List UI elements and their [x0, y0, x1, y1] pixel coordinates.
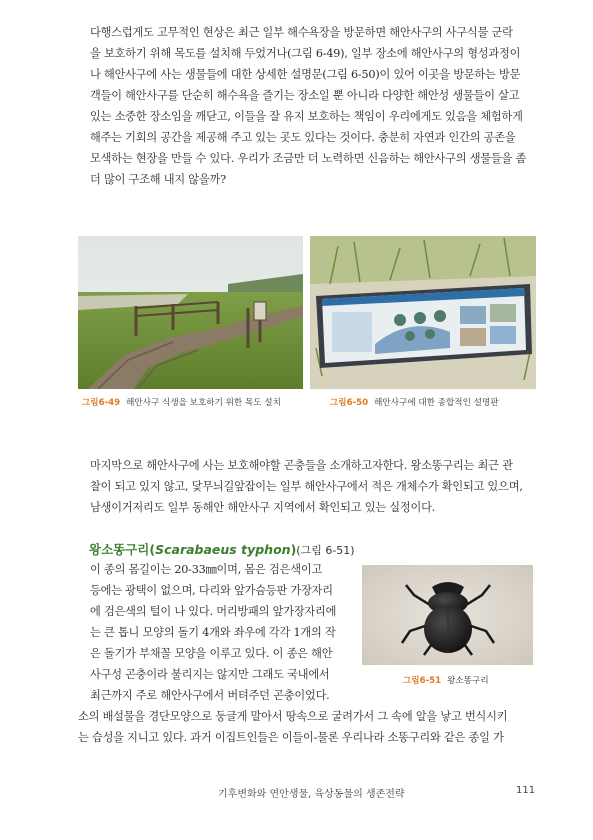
caption-text: 왕소똥구리 [447, 676, 489, 686]
text-line: 최근까지 주로 해안사구에서 버텨주던 곤충이었다. [90, 689, 330, 702]
figure-6-51-caption [403, 674, 489, 686]
figure-number: 그림6-49 [82, 398, 121, 408]
boardwalk-photo [78, 236, 303, 389]
species-name: 왕소똥구리( [89, 542, 156, 557]
figure-number: 그림6-50 [330, 398, 369, 408]
text-line: 모색하는 현장을 만들 수 있다. 우리가 조금만 더 노력하면 신음하는 해안사구의 생물들을 좀 [90, 152, 527, 165]
text-line: 는 큰 톱니 모양의 돌기 4개와 좌우에 각각 1개의 작 [90, 626, 336, 639]
boardwalk-illustration [78, 236, 303, 389]
text-line: 이 종의 몸길이는 20-33㎜이며, 몸은 검은색이고 [90, 563, 323, 576]
text-line: 을 보호하기 위해 목도를 설치해 두었거나(그림 6-49), 일부 장소에 해안사구의 형성과정이 [90, 47, 521, 60]
info-board-illustration [310, 236, 536, 389]
section-heading [89, 540, 355, 558]
text-line: 다행스럽게도 고무적인 현상은 최근 일부 해수욕장을 방문하면 해안사구의 사구식물 군락 [90, 26, 513, 39]
text-line: 에 검은색의 털이 나 있다. 머리방패의 앞가장자리에 [90, 605, 337, 618]
beetle-illustration [362, 565, 533, 665]
scientific-name: Scarabaeus typhon [155, 542, 291, 557]
text-line: 더 많이 구조해 내지 않을까? [90, 173, 226, 186]
text-line: 있는 소중한 장소임을 깨닫고, 이들을 잘 유지 보호하는 책임이 우리에게도 있음을 체험하게 [90, 110, 523, 123]
text-line: 사구성 곤충이라 불리지는 않지만 그래도 국내에서 [90, 668, 330, 681]
text-line: 소의 배설물을 경단모양으로 둥글게 말아서 땅속으로 굴려가서 그 속에 알을 낳고 번식시키 [78, 710, 508, 723]
page-footer [0, 781, 593, 801]
caption-text: 해안사구 식생을 보호하기 위한 목도 설치 [126, 398, 281, 408]
info-board-photo [310, 236, 536, 389]
text-line: 남생이거저리도 일부 동해안 해안사구 지역에서 확인되고 있는 실정이다. [90, 501, 436, 514]
caption-text: 해안사구에 대한 종합적인 설명판 [374, 398, 499, 408]
text-line: 나 해안사구에 사는 생물들에 대한 상세한 설명문(그림 6-50)이 있어 이곳을 방문하는 방문 [90, 68, 521, 81]
text-line: 해주는 기회의 공간을 제공해 주고 있는 곳도 있다는 것이다. 충분히 자연과 인간의 공존을 [90, 131, 516, 144]
beetle-paragraph [78, 559, 360, 706]
text-line: 마지막으로 해안사구에 사는 보호해야할 곤충들을 소개하고자한다. 왕소똥구리는 최근 관 [90, 459, 513, 472]
page-number: 111 [516, 785, 536, 796]
figure-6-49-caption [82, 396, 281, 408]
insects-paragraph [78, 455, 536, 518]
figure-6-50-caption [330, 396, 499, 408]
beetle-photo [362, 565, 533, 665]
closing-paragraph [78, 706, 536, 748]
text-line: 은 돌기가 부채꼴 모양을 이루고 있다. 이 종은 해안 [90, 647, 333, 660]
species-name-close: ) [290, 542, 297, 557]
text-line: 객들이 해안사구를 단순히 해수욕을 즐기는 장소일 뿐 아니라 다양한 해안성 생물들이 살고 [90, 89, 520, 102]
running-footer-title: 기후변화와 연안생물, 육상동물의 생존전략 [218, 789, 405, 800]
intro-paragraph [78, 22, 536, 190]
figure-number: 그림6-51 [403, 676, 442, 686]
text-line: 찰이 되고 있지 않고, 닻무늬길앞잡이는 일부 해안사구에서 적은 개체수가 확인되고 있으며, [90, 480, 523, 493]
figure-reference: (그림 6-51) [296, 544, 355, 557]
text-line: 는 습성을 지니고 있다. 과거 이집트인들은 이들이-물론 우리나라 소똥구리와 같은 종일 가 [78, 731, 504, 744]
text-line: 등에는 광택이 없으며, 다리와 앞가슴등판 가장자리 [90, 584, 333, 597]
